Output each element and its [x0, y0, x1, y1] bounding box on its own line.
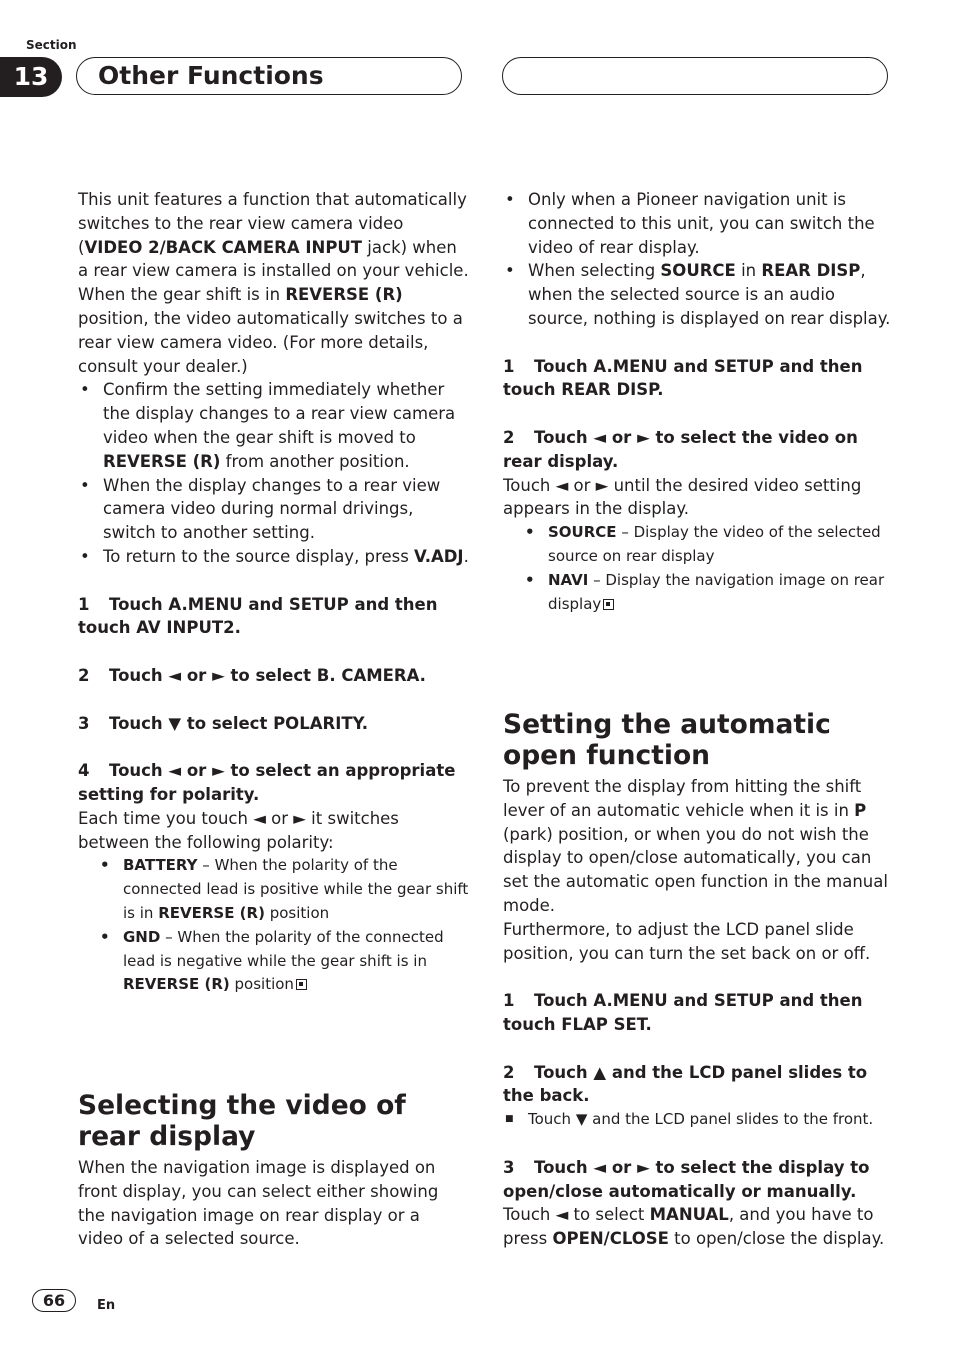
step-heading: 2 Touch ◄ or ► to select the video on rear display. [503, 427, 858, 471]
intro-paragraph: This unit features a function that automatically switches to the rear view camera video (VIDEO 2/BACK CAMERA INPUT jack) when a rear view camera is installed on your vehicle. When the gear shift is in REVERSE (R) position, the video automatically switches to a rear view camera video. (For more details, consult your dealer.) [78, 190, 469, 376]
list-item: • When selecting SOURCE in REAR DISP, when the selected source is an audio source, nothing is displayed on rear display. [503, 259, 891, 330]
step-heading: 2 Touch ▲ and the LCD panel slides to the back. [503, 1062, 868, 1106]
end-mark-icon [296, 979, 307, 990]
empty-title-frame [502, 57, 888, 95]
list-item: • NAVI – Display the navigation image on rear display [503, 569, 891, 617]
step-body: Touch ◄ or ► until the desired video setting appears in the display. [503, 475, 862, 519]
section-number-badge: 13 [0, 57, 62, 97]
step-heading: 4 Touch ◄ or ► to select an appropriate setting for polarity. [78, 761, 456, 804]
step-body: Touch ◄ to select MANUAL, and you have to press OPEN/CLOSE to open/close the display. [503, 1205, 885, 1249]
list-item: • To return to the source display, press V.ADJ. [78, 545, 470, 569]
step-heading: 3 Touch ▼ to select POLARITY. [78, 713, 369, 733]
section-label: Section [26, 38, 77, 52]
right-section [503, 709, 891, 1251]
left-column [78, 188, 470, 997]
step-heading: 1 Touch A.MENU and SETUP and then touch FLAP SET. [503, 991, 863, 1034]
left-section [78, 1090, 470, 1251]
list-item: • When the display changes to a rear view camera video during normal drivings, switch to another setting. [78, 474, 470, 545]
step-heading: 2 Touch ◄ or ► to select B. CAMERA. [78, 665, 426, 685]
section-body: When the navigation image is displayed on front display, you can select either showing the navigation image on rear display or a video of a selected source. [78, 1158, 439, 1249]
step-heading: 3 Touch ◄ or ► to select the display to open/close automatically or manually. [503, 1157, 870, 1201]
note-item: ■ Touch ▼ and the LCD panel slides to the front. [503, 1108, 891, 1132]
right-column [503, 188, 891, 616]
list-item: • Only when a Pioneer navigation unit is connected to this unit, you can switch the video of rear display. [503, 188, 891, 259]
list-item: • Confirm the setting immediately whether the display changes to a rear view camera video when the gear shift is moved to REVERSE (R) from another position. [78, 378, 470, 473]
page-number: 66 [32, 1289, 76, 1312]
step-heading: 1 Touch A.MENU and SETUP and then touch REAR DISP. [503, 356, 863, 400]
end-mark-icon [603, 599, 614, 610]
section-heading: Selecting the video of rear display [78, 1090, 406, 1152]
section-body: To prevent the display from hitting the shift lever of an automatic vehicle when it is in P (park) position, or when you do not wish the display to open/close automatically, you can set the automatic open function in the manual mode. [503, 777, 888, 915]
section-body: Furthermore, to adjust the LCD panel slide position, you can turn the set back on or off. [503, 919, 871, 963]
list-item: • GND – When the polarity of the connected lead is negative while the gear shift is in REVERSE (R) position [78, 926, 470, 997]
list-item: • BATTERY – When the polarity of the connected lead is positive while the gear shift is in REVERSE (R) position [78, 854, 470, 925]
section-heading: Setting the automatic open function [503, 709, 831, 771]
language-label: En [97, 1298, 116, 1313]
step-heading: 1 Touch A.MENU and SETUP and then touch AV INPUT2. [78, 594, 438, 638]
section-title: Other Functions [98, 61, 324, 90]
step-body: Each time you touch ◄ or ► it switches between the following polarity: [78, 808, 399, 852]
list-item: • SOURCE – Display the video of the selected source on rear display [503, 521, 891, 569]
